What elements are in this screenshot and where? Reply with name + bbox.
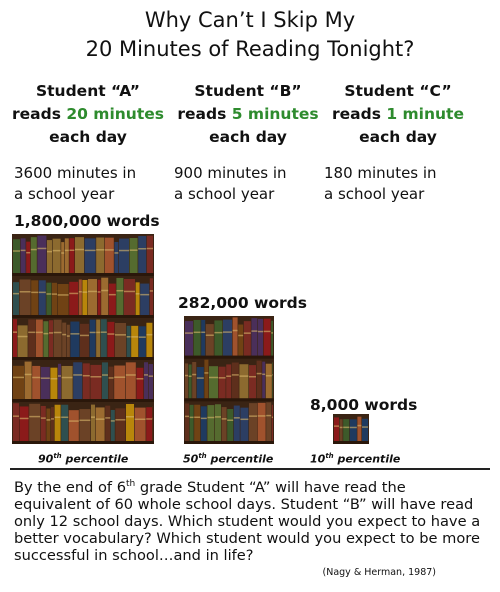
student-b-percentile: 50th percentile [183,452,274,466]
citation: (Nagy & Herman, 1987) [322,567,436,578]
student-a-column [8,80,168,205]
bookshelf-large-image [12,234,154,444]
student-c-each-day: each day [359,128,437,146]
student-b-minutes: 900 minutes in a school year [174,164,287,203]
student-a-each-day: each day [49,128,127,146]
bookshelf-medium-image [184,316,274,444]
student-b-each-day: each day [209,128,287,146]
divider-line [10,468,490,470]
page-title [0,6,500,64]
student-c-words: 8,000 words [310,396,418,414]
student-a-minutes: 3600 minutes in a school year [14,164,137,203]
student-c-reads-amount: 1 minute [386,105,464,123]
bookshelf-small-image [333,414,369,444]
summary-paragraph: By the end of 6th grade Student “A” will have read the equivalent of 60 whole school days. Student “B” will have read only 12 school days. Which student would you expect to have a better vocabulary? Which student would you expect to be more successful in school…and in life? [14,478,481,564]
student-c-column [318,80,478,205]
student-b-reads: reads 5 minutes [177,105,319,123]
title-line-1: Why Can’t I Skip My [144,8,356,32]
student-c-percentile: 10th percentile [310,452,401,466]
student-b-column [168,80,328,205]
student-c-minutes: 180 minutes in a school year [324,164,437,203]
student-a-words: 1,800,000 words [14,212,160,230]
student-a-name: Student “A” [35,82,140,100]
student-c-name: Student “C” [344,82,452,100]
student-b-name: Student “B” [194,82,302,100]
title-line-2: 20 Minutes of Reading Tonight? [85,37,415,61]
student-c-reads: reads 1 minute [332,105,464,123]
student-a-percentile: 90th percentile [38,452,129,466]
student-b-words: 282,000 words [178,294,307,312]
student-a-reads-amount: 20 minutes [66,105,164,123]
student-a-reads: reads 20 minutes [12,105,164,123]
student-b-reads-amount: 5 minutes [231,105,319,123]
